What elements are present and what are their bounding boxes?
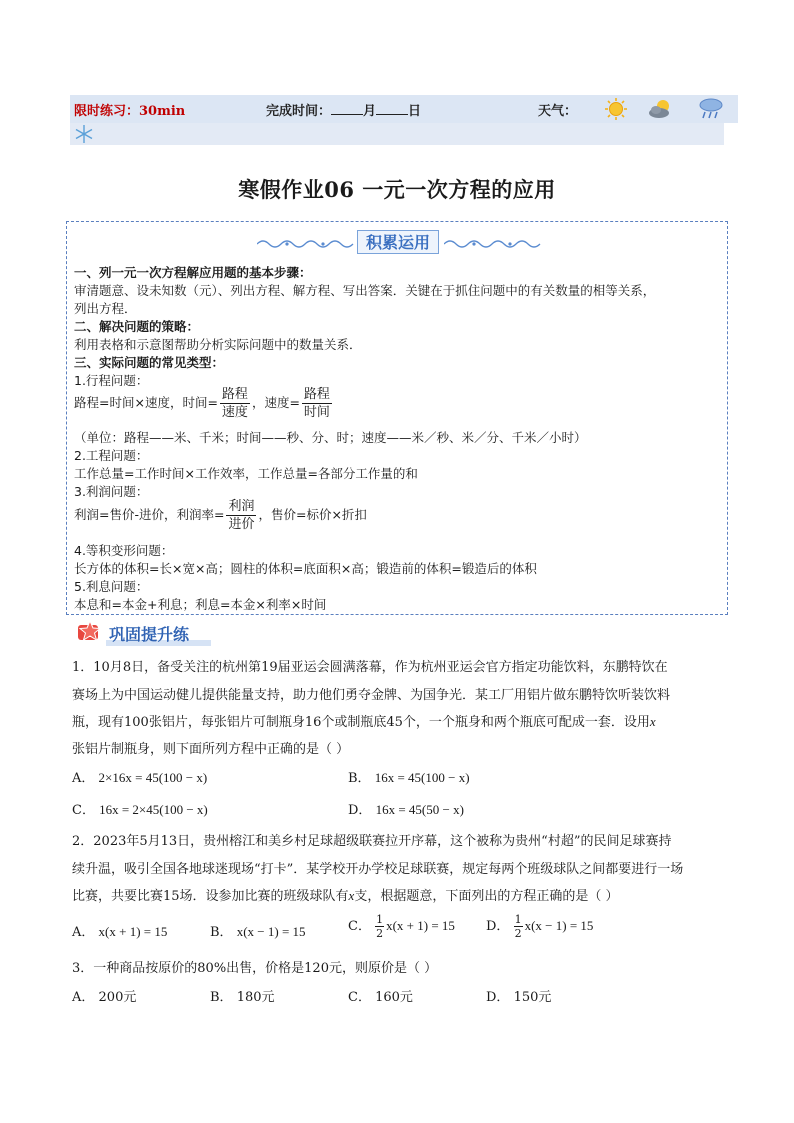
speed-fraction-num: 路程 xyxy=(303,387,330,402)
q2-line-3-text: 比赛，共要比赛15场．设参加比赛的班级球队有 xyxy=(72,889,349,904)
profit-formula-suffix: ，售价=标价×折扣 xyxy=(258,507,367,522)
q1-line-3-text: 瓶，现有100张铝片，每张铝片可制瓶身16个或制瓶底45个，一个瓶身和两个瓶底可配成一套．设用 xyxy=(72,715,650,730)
types-heading: 三、实际问题的常见类型： xyxy=(74,355,225,370)
q3-option-b-expr: 180元 xyxy=(236,990,275,1005)
q1-option-b[interactable] xyxy=(348,767,470,786)
step-text-2: 列出方程． xyxy=(74,301,137,316)
q1-option-b-expr: 16x = 45(100 − x) xyxy=(374,770,470,785)
q3-option-a-expr: 200元 xyxy=(98,990,137,1005)
q3-option-b-letter: B． xyxy=(210,990,233,1005)
q1-option-c-letter: C． xyxy=(72,803,95,818)
profit-rate-den: 进价 xyxy=(228,517,255,532)
q1-option-d-expr: 16x = 45(50 − x) xyxy=(375,802,464,817)
q2-option-b-letter: B． xyxy=(210,925,233,940)
q2-option-a-letter: A． xyxy=(72,925,95,940)
day-label: 日 xyxy=(408,104,422,119)
q1-option-d-letter: D． xyxy=(348,803,372,818)
time-fraction xyxy=(220,388,250,419)
q3-option-d[interactable] xyxy=(486,986,551,1005)
q1-line-1: 1．10月8日，备受关注的杭州第19届亚运会圆满落幕，作为杭州亚运会官方指定功能饮料，东鹏特饮在 xyxy=(72,660,668,675)
q1-option-c-expr: 16x = 2×45(100 − x) xyxy=(99,802,208,817)
time-limit-label: 限时练习：30min xyxy=(74,104,186,119)
q3-option-d-letter: D． xyxy=(486,990,510,1005)
time-fraction-den: 速度 xyxy=(221,405,248,420)
work-title: 2.工程问题： xyxy=(74,448,149,463)
q2-option-d-letter: D． xyxy=(486,919,510,934)
day-blank xyxy=(376,102,408,115)
q3-option-c-expr: 160元 xyxy=(375,990,413,1005)
q2-line-1: 2．2023年5月13日，贵州榕江和美乡村足球超级联赛拉开序幕，这个被称为贵州“村超”的民间足球赛持 xyxy=(72,834,672,849)
speed-fraction-den: 时间 xyxy=(303,405,330,420)
box-title: 积累运用 xyxy=(357,230,439,254)
q1-option-a-letter: A． xyxy=(72,771,95,786)
q2-option-d[interactable] xyxy=(486,914,593,939)
q2-option-d-half-num: 1 xyxy=(514,913,522,926)
q1-line-3 xyxy=(72,711,656,730)
time-fraction-num: 路程 xyxy=(221,387,248,402)
strategy-text: 利用表格和示意图帮助分析实际问题中的数量关系． xyxy=(74,337,362,352)
box-title-row xyxy=(67,228,727,258)
wave-decoration-left xyxy=(257,238,355,250)
volume-title: 4.等积变形问题： xyxy=(74,543,174,558)
knowledge-box xyxy=(66,221,728,615)
completion-time-label: 完成时间： xyxy=(266,104,332,119)
sunny-icon xyxy=(604,97,628,121)
wave-decoration-right xyxy=(444,238,542,250)
q1-option-c[interactable] xyxy=(72,799,208,818)
travel-formula-mid: ，速度= xyxy=(251,395,300,410)
q2-option-c-half xyxy=(375,914,384,939)
profit-formula-prefix: 利润=售价-进价，利润率= xyxy=(74,507,225,522)
snowflake-icon xyxy=(74,124,94,144)
q2-option-b-expr: x(x − 1) = 15 xyxy=(236,924,306,939)
q2-option-d-half-den: 2 xyxy=(514,927,522,940)
q1-option-b-letter: B． xyxy=(348,771,371,786)
q2-option-a-expr: x(x + 1) = 15 xyxy=(98,924,168,939)
q2-option-c[interactable] xyxy=(348,914,455,939)
q2-option-c-expr: x(x + 1) = 15 xyxy=(386,918,455,933)
q3-option-d-expr: 150元 xyxy=(513,990,552,1005)
q2-option-c-half-num: 1 xyxy=(376,913,384,926)
work-formula: 工作总量=工作时间×工作效率，工作总量=各部分工作量的和 xyxy=(74,466,418,481)
q2-variable: x xyxy=(348,888,355,903)
month-label: 月 xyxy=(363,104,377,119)
q2-option-c-letter: C． xyxy=(348,919,371,934)
weather-label: 天气： xyxy=(538,104,578,119)
q3-option-c[interactable] xyxy=(348,986,413,1005)
q2-option-c-half-den: 2 xyxy=(376,927,384,940)
travel-formula xyxy=(74,388,334,419)
completion-time xyxy=(266,100,421,119)
volume-formula: 长方体的体积=长×宽×高；圆柱的体积=底面积×高；锻造前的体积=锻造后的体积 xyxy=(74,561,537,576)
q1-line-2: 赛场上为中国运动健儿提供能量支持，助力他们勇夺金牌、为国争光．某工厂用铝片做东鹏特饮听装饮料 xyxy=(72,688,671,703)
interest-title: 5.利息问题： xyxy=(74,579,149,594)
q2-option-b[interactable] xyxy=(210,921,306,940)
q3-option-c-letter: C． xyxy=(348,990,371,1005)
interest-formula: 本息和=本金+利息；利息=本金×利率×时间 xyxy=(74,597,327,612)
q1-option-d[interactable] xyxy=(348,799,464,818)
q3-option-b[interactable] xyxy=(210,986,275,1005)
step-text-1: 审清题意、设未知数（元）、列出方程、解方程、写出答案．关键在于抓住问题中的有关数量的相等关系， xyxy=(74,283,656,298)
header-bar-lower xyxy=(70,123,724,145)
page-title: 寒假作业06 一元一次方程的应用 xyxy=(238,177,556,202)
q1-option-a-expr: 2×16x = 45(100 − x) xyxy=(98,770,208,785)
star-badge-icon xyxy=(76,620,104,642)
q2-option-d-expr: x(x − 1) = 15 xyxy=(524,918,594,933)
rain-icon xyxy=(696,97,726,121)
month-blank xyxy=(331,102,363,115)
q2-option-a[interactable] xyxy=(72,921,167,940)
q1-line-4: 张铝片制瓶身，则下面所列方程中正确的是（ ） xyxy=(72,742,350,757)
q3-line: 3．一种商品按原价的80%出售，价格是120元，则原价是（ ） xyxy=(72,961,438,976)
header-bar xyxy=(70,95,738,123)
step-heading: 一、列一元一次方程解应用题的基本步骤： xyxy=(74,265,312,280)
q1-variable: x xyxy=(649,714,656,729)
q2-line-3-tail: 支，根据题意，下面列出的方程正确的是（ ） xyxy=(354,889,619,904)
q2-option-d-half xyxy=(514,914,523,939)
q2-line-3 xyxy=(72,885,618,904)
profit-title: 3.利润问题： xyxy=(74,484,149,499)
q3-option-a-letter: A． xyxy=(72,990,95,1005)
q3-option-a[interactable] xyxy=(72,986,136,1005)
q2-line-2: 续升温，吸引全国各地球迷现场“打卡”．某学校开办学校足球联赛，规定每两个班级球队之间都要进行一场 xyxy=(72,862,684,877)
profit-rate-fraction xyxy=(226,500,256,531)
practice-section-title: 巩固提升练 xyxy=(109,625,190,644)
travel-title: 1.行程问题： xyxy=(74,373,149,388)
profit-formula xyxy=(74,500,367,531)
strategy-heading: 二、解决问题的策略： xyxy=(74,319,200,334)
speed-fraction xyxy=(302,388,332,419)
travel-formula-prefix: 路程=时间×速度，时间= xyxy=(74,395,218,410)
partly-cloudy-icon xyxy=(646,97,676,121)
profit-rate-num: 利润 xyxy=(228,499,255,514)
q1-option-a[interactable] xyxy=(72,767,207,786)
units-text: （单位：路程——米、千米；时间——秒、分、时；速度——米／秒、米／分、千米／小时） xyxy=(74,430,587,445)
